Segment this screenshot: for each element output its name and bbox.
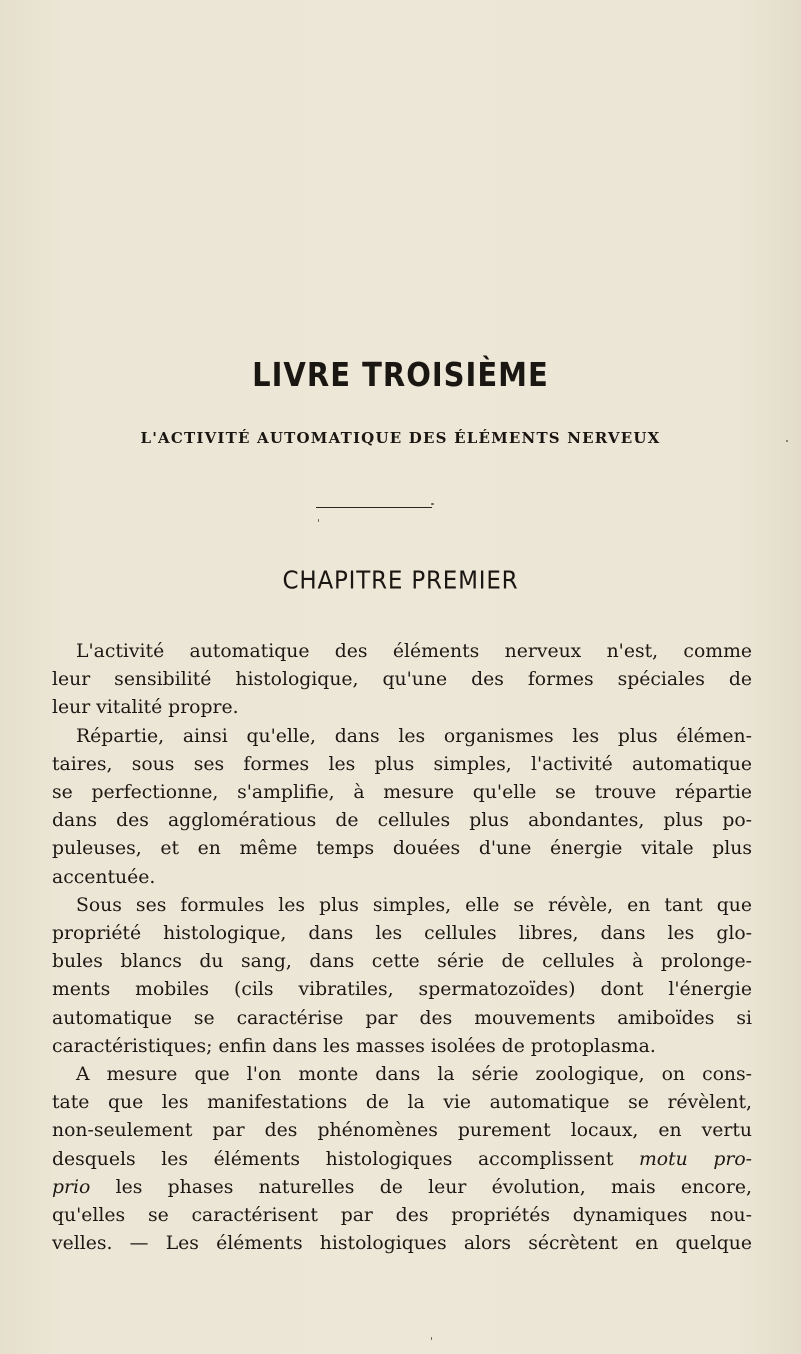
text-line: non-seulement par des phénomènes purement locaux, en vertu: [52, 1120, 752, 1142]
text-line: se perfectionne, s'amplifie, à mesure qu'elle se trouve répartie: [52, 782, 752, 804]
text-line: automatique se caractérise par des mouvements amiboïdes si: [52, 1007, 752, 1029]
text-line: propriété histologique, dans les cellules libres, dans les glo-: [52, 923, 752, 945]
text-line: L'activité automatique des éléments nerveux n'est, comme: [76, 641, 752, 662]
text-line: bules blancs du sang, dans cette série de cellules à prolonge-: [52, 951, 752, 973]
text-line: caractéristiques; enfin dans les masses isolées de protoplasma.: [52, 1035, 656, 1057]
italic-latin-phrase: prio: [52, 1176, 91, 1198]
text-line: Répartie, ainsi qu'elle, dans les organismes les plus élémen-: [76, 725, 752, 747]
text-line: dans des agglomératious de cellules plus abondantes, plus po-: [52, 810, 752, 832]
text-line: Sous ses formules les plus simples, elle se révèle, en tant que: [76, 894, 752, 916]
text-line: velles. — Les éléments histologiques alors sécrètent en quelque: [52, 1233, 752, 1255]
text-line: qu'elles se caractérisent par des propriétés dynamiques nou-: [52, 1205, 752, 1227]
text-line: taires, sous ses formes les plus simples, l'activité automatique: [52, 753, 752, 775]
paper-speck: [431, 503, 434, 505]
text-line-with-italic: [52, 1174, 752, 1202]
chapter-title: CHAPITRE PREMIER: [282, 566, 519, 596]
paper-speck: [318, 519, 319, 522]
italic-latin-phrase: motu pro-: [639, 1148, 752, 1170]
text-line-part: desquels les éléments histologiques accomplissent: [52, 1148, 614, 1170]
text-line-with-italic: [52, 1146, 752, 1174]
paper-speck: [786, 440, 788, 442]
body-text: [52, 638, 752, 1258]
section-subtitle: L'ACTIVITÉ AUTOMATIQUE DES ÉLÉMENTS NERVEUX: [140, 429, 661, 447]
text-line: ments mobiles (cils vibratiles, spermatozoïdes) dont l'énergie: [52, 979, 752, 1001]
text-line: accentuée.: [52, 866, 156, 888]
text-line: A mesure que l'on monte dans la série zoologique, on cons-: [76, 1064, 752, 1086]
text-line-part: les phases naturelles de leur évolution, mais encore,: [115, 1176, 752, 1198]
divider-rule: [316, 507, 432, 508]
paper-speck: [431, 1337, 432, 1340]
text-line: leur sensibilité histologique, qu'une des formes spéciales de: [52, 669, 752, 691]
text-line: leur vitalité propre.: [52, 697, 239, 719]
text-line: puleuses, et en même temps douées d'une énergie vitale plus: [52, 838, 752, 860]
text-line: tate que les manifestations de la vie automatique se révèlent,: [52, 1092, 752, 1114]
book-title: LIVRE TROISIÈME: [252, 355, 549, 395]
